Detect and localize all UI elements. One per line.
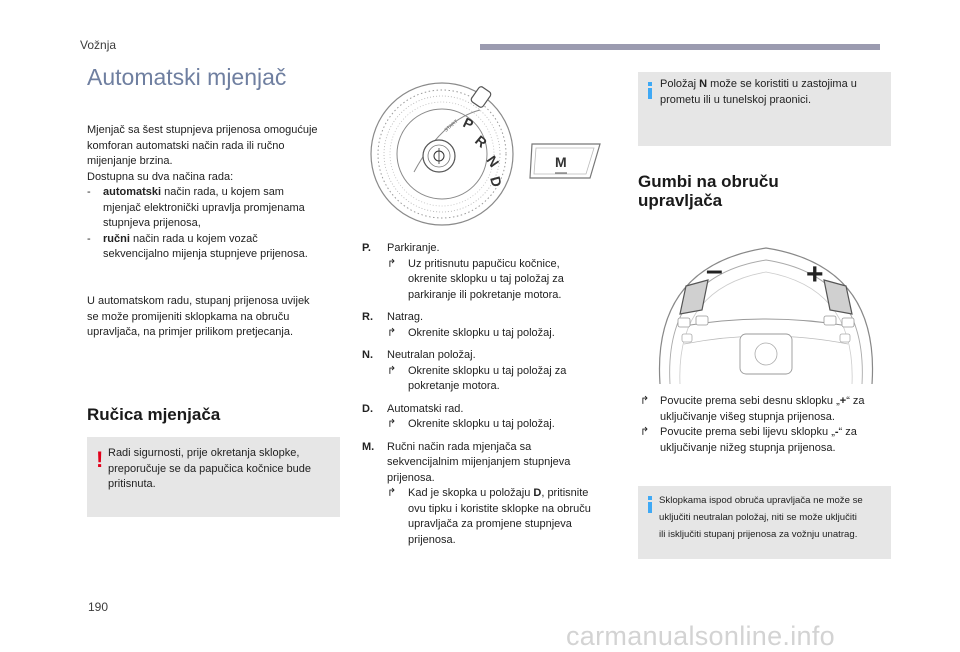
info-line: Sklopkama ispod obruča upravljača ne može se <box>659 495 863 506</box>
position-d <box>362 402 622 433</box>
position-title: Automatski rad. <box>387 402 464 415</box>
arrow-bullet-icon: ↱ <box>640 426 650 438</box>
info-icon <box>648 82 652 99</box>
bullet-line: uključivanje nižeg stupnja prijenosa. <box>660 441 836 454</box>
info-bottom-text <box>659 492 891 543</box>
bullet-line: Uz pritisnutu papučicu kočnice, <box>408 257 560 270</box>
info-bold: N <box>699 78 708 90</box>
mode-bold: automatski <box>103 186 162 198</box>
position-bullet <box>387 364 566 395</box>
steering-wheel-icon <box>659 248 872 384</box>
m-button-label: M <box>555 154 567 170</box>
bullet-line: Okrenite sklopku u taj položaj. <box>408 326 555 339</box>
gear-lever-heading: Ručica mjenjača <box>87 405 221 424</box>
dash-glyph: - <box>87 186 91 198</box>
position-r <box>362 310 622 341</box>
position-bullet <box>387 326 555 342</box>
watermark: carmanualsonline.info <box>566 621 835 651</box>
bullet-line: parkiranje ili pokretanje motora. <box>408 288 562 301</box>
info-text: može se koristiti u zastojima u <box>707 78 857 90</box>
bullet-line: Kad je skopka u položaju <box>408 487 534 499</box>
info-top-text <box>660 77 888 108</box>
position-bullet <box>387 257 564 304</box>
position-n <box>362 348 622 395</box>
position-term: M. <box>362 440 375 453</box>
mode-desc: mjenjač elektronički upravlja promjenama <box>103 201 305 214</box>
bullet-text <box>408 486 591 548</box>
arrow-bullet-icon: ↱ <box>387 326 397 339</box>
info-text: Položaj <box>660 78 700 90</box>
mode-text <box>103 185 305 232</box>
bullet-text <box>660 394 865 425</box>
position-title: Neutralan položaj. <box>387 349 476 361</box>
page-number: 190 <box>88 600 109 614</box>
info-line: ili isključiti stupanj prijenosa za vožnju unatrag. <box>659 529 858 540</box>
position-title: Natrag. <box>387 311 424 323</box>
steering-wheel-illustration <box>644 216 888 386</box>
dial-letter-n: N <box>483 152 503 171</box>
heading-line: Gumbi na obruču <box>638 172 779 191</box>
arrow-bullet-icon: ↱ <box>640 395 650 407</box>
heading-line: upravljača <box>638 191 723 210</box>
bullet-line: prijenosa. <box>408 533 456 546</box>
arrow-bullet-icon: ↱ <box>387 418 397 430</box>
gear-selector-illustration <box>362 80 614 232</box>
dial-letter-p: P <box>460 114 476 133</box>
dial-letter-r: R <box>472 132 491 151</box>
mode-item-automatic <box>87 185 347 232</box>
mode-bold: ručni <box>103 232 130 245</box>
bullet-line: Povucite prema sebi desnu sklopku „ <box>660 395 840 407</box>
bullet-line: Povucite prema sebi lijevu sklopku „ <box>660 426 835 438</box>
bullet-line: Okrenite sklopku u taj položaj. <box>408 418 555 430</box>
wheel-buttons-heading <box>638 172 779 210</box>
arrow-bullet-icon: ↱ <box>387 257 397 270</box>
auto-paragraph <box>87 294 347 341</box>
wheel-plus-label: + <box>806 258 824 291</box>
paddle-minus-icon <box>680 280 708 314</box>
bullet-line: , pritisnite <box>541 487 589 499</box>
auto-line: upravljača, na primjer prilikom pretjecanja. <box>87 326 294 338</box>
bullet-line: “ za <box>838 426 857 438</box>
mode-desc: stupnjeva prijenosa, <box>103 217 201 229</box>
arrow-bullet-icon: ↱ <box>387 487 397 499</box>
mode-item-manual <box>87 232 347 263</box>
bullet-text <box>408 257 564 304</box>
warning-line: pritisnuta. <box>108 478 156 490</box>
position-title: prijenosa. <box>387 471 435 484</box>
section-label: Vožnja <box>80 38 117 52</box>
info-box-top <box>638 72 891 146</box>
bullet-text <box>408 364 566 395</box>
position-title: sekvencijalnim mijenjanjem stupnjeva <box>387 456 571 468</box>
position-bullet <box>387 486 591 548</box>
warning-line: preporučuje se da papučica kočnice bude <box>108 462 312 475</box>
position-p <box>362 241 622 303</box>
mode-desc: način rada, u kojem sam <box>161 186 284 198</box>
dash-glyph: - <box>87 232 91 245</box>
warning-line: Radi sigurnosti, prije okretanja sklopke, <box>108 447 300 459</box>
auto-line: se može promijeniti sklopkama na obruču <box>87 310 290 323</box>
arrow-bullet-icon: ↱ <box>387 364 397 377</box>
gear-dial-icon <box>371 83 513 225</box>
position-bullet <box>387 417 555 433</box>
header-bar <box>480 44 880 50</box>
bullet-text <box>660 425 857 456</box>
info-text: prometu ili u tunelskoj praonici. <box>660 93 812 106</box>
info-icon <box>648 496 652 513</box>
bullet-line: “ za <box>846 395 865 407</box>
info-box-bottom <box>638 486 891 559</box>
paddle-bullets <box>640 394 890 456</box>
bullet-line: okrenite sklopku u taj položaj za <box>408 273 564 285</box>
positions-list <box>362 241 622 548</box>
position-term: P. <box>362 242 371 254</box>
intro-line: Mjenjač sa šest stupnjeva prijenosa omogućuje <box>87 124 318 136</box>
auto-line: U automatskom radu, stupanj prijenosa uvijek <box>87 295 310 307</box>
intro-line: komforan automatski način rada ili ručno <box>87 139 285 152</box>
position-m <box>362 440 622 549</box>
mode-desc: način rada u kojem vozač <box>129 232 258 245</box>
position-term: N. <box>362 349 373 361</box>
info-line: uključiti neutralan položaj, niti se može uključiti <box>659 512 857 523</box>
position-term: R. <box>362 311 373 323</box>
position-title: Ručni način rada mjenjača sa <box>387 440 532 453</box>
intro-line: mijenjanje brzina. <box>87 155 173 167</box>
warning-text <box>108 446 336 493</box>
position-title: Parkiranje. <box>387 242 440 254</box>
bullet-line: Okrenite sklopku u taj položaj za <box>408 364 567 377</box>
exclamation-icon: ! <box>96 447 104 472</box>
position-term: D. <box>362 402 373 415</box>
bullet-line: pokretanje motora. <box>408 380 500 392</box>
bullet-line: upravljača za promjene stupnjeva <box>408 518 572 530</box>
intro-paragraph <box>87 123 347 263</box>
dial-start-label: START <box>443 118 460 134</box>
page-title: Automatski mjenjač <box>87 64 287 90</box>
bullet-line: uključivanje višeg stupnja prijenosa. <box>660 410 835 423</box>
bullet-line: ovu tipku i koristite sklopke na obruču <box>408 502 591 515</box>
paddle-bullet-plus <box>640 394 890 425</box>
intro-line: Dostupna su dva načina rada: <box>87 170 234 183</box>
bullet-bold: + <box>839 395 847 407</box>
mode-desc: sekvencijalno mijenja stupnjeve prijenosa. <box>103 248 308 260</box>
dial-letter-d: D <box>487 174 506 189</box>
paddle-bullet-minus <box>640 425 890 456</box>
wheel-minus-label: – <box>706 254 723 287</box>
bullet-bold: - <box>834 426 839 438</box>
bullet-bold: D <box>533 487 542 499</box>
paddle-plus-icon <box>824 280 852 314</box>
warning-box <box>87 437 340 517</box>
mode-text <box>103 232 308 263</box>
